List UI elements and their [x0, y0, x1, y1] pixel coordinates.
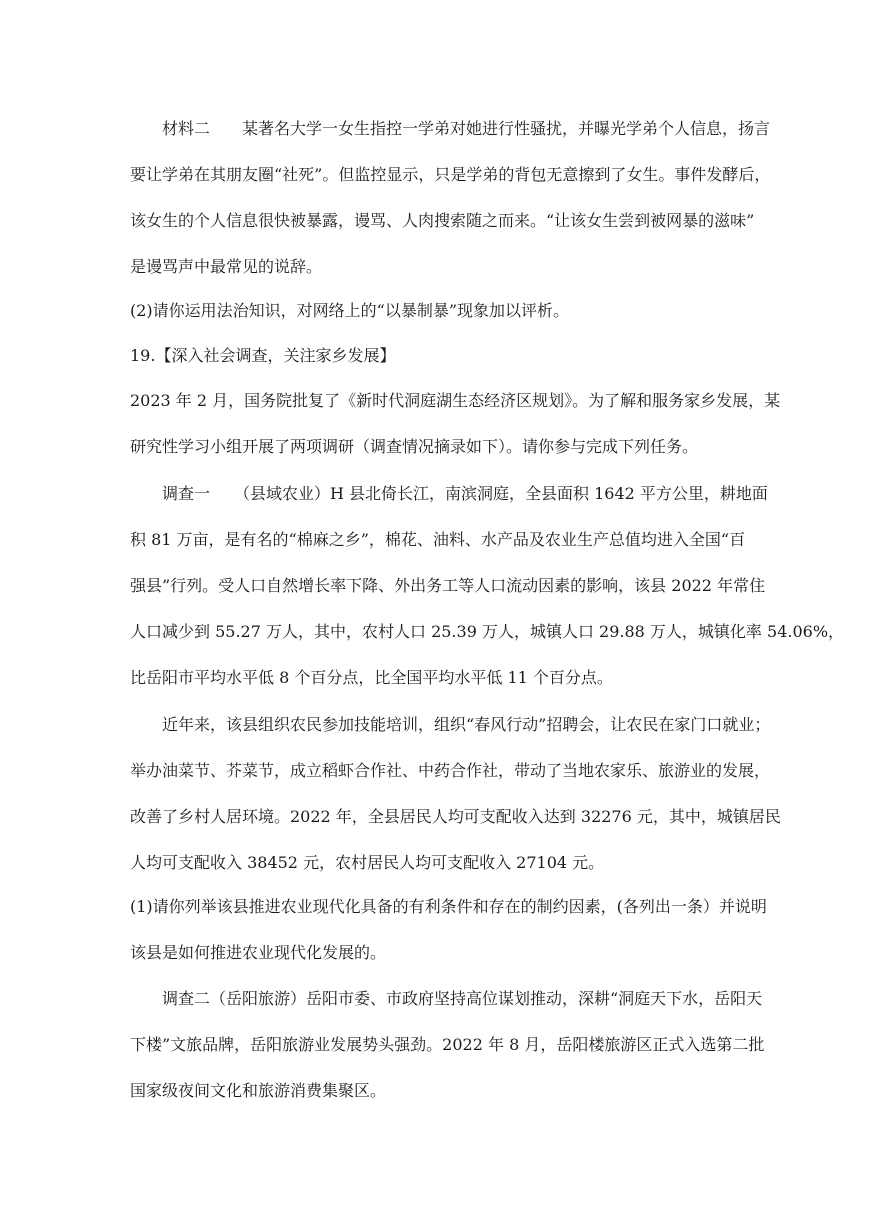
survey-one-para2-line-2: 举办油菜节、芥菜节，成立稻虾合作社、中药合作社，带动了当地农家乐、旅游业的发展，: [130, 761, 771, 780]
question-2-prompt: (2)请你运用法治知识，对网络上的“以暴制暴”现象加以评析。: [130, 301, 570, 320]
question-1-prompt-line-2: 该县是如何推进农业现代化发展的。: [130, 943, 387, 962]
intro-line-2: 研究性学习小组开展了两项调研（调查情况摘录如下）。请你参与完成下列任务。: [130, 437, 699, 456]
survey-one-para2-line-1: 近年来，该县组织农民参加技能培训，组织“春风行动”招聘会，让农民在家门口就业；: [162, 715, 771, 734]
material-two-line-3: 该女生的个人信息很快被暴露，谩骂、人肉搜索随之而来。“让该女生尝到被网暴的滋味”: [130, 211, 755, 230]
question-19-heading: 19.【深入社会调查，关注家乡发展】: [130, 346, 396, 365]
survey-one-line-1: 调查一 （县域农业）H 县北倚长江，南滨洞庭，全县面积 1642 平方公里，耕地面: [162, 484, 768, 503]
intro-line-1: 2023 年 2 月，国务院批复了《新时代洞庭湖生态经济区规划》。为了解和服务家乡发展，某: [130, 391, 781, 410]
survey-one-para2-line-4: 人均可支配收入 38452 元，农村居民人均可支配收入 27104 元。: [130, 853, 605, 872]
question-1-prompt-line-1: (1)请你列举该县推进农业现代化具备的有利条件和存在的制约因素，(各列出一条）并说明: [130, 897, 767, 916]
survey-one-line-2: 积 81 万亩，是有名的“棉麻之乡”，棉花、油料、水产品及农业生产总值均进入全国“百: [130, 530, 746, 549]
survey-two-line-1: 调查二（岳阳旅游）岳阳市委、市政府坚持高位谋划推动，深耕“洞庭天下水，岳阳天: [162, 989, 763, 1008]
material-two-line-4: 是谩骂声中最常见的说辞。: [130, 257, 323, 276]
material-two-line-2: 要让学弟在其朋友圈“社死”。但监控显示，只是学弟的背包无意擦到了女生。事件发酵后，: [130, 165, 771, 184]
survey-two-line-2: 下楼”文旅品牌，岳阳旅游业发展势头强劲。2022 年 8 月，岳阳楼旅游区正式入选第二批: [130, 1035, 765, 1054]
survey-one-para2-line-3: 改善了乡村人居环境。2022 年，全县居民人均可支配收入达到 32276 元，其中，城镇居民: [130, 807, 781, 826]
survey-one-line-4: 人口减少到 55.27 万人，其中，农村人口 25.39 万人，城镇人口 29.88 万人，城镇化率 54.06%，: [130, 622, 845, 641]
survey-one-line-3: 强县”行列。受人口自然增长率下降、外出务工等人口流动因素的影响，该县 2022 年常住: [130, 576, 766, 595]
material-two-line-1: 材料二 某著名大学一女生指控一学弟对她进行性骚扰，并曝光学弟个人信息，扬言: [162, 119, 771, 138]
survey-one-line-5: 比岳阳市平均水平低 8 个百分点，比全国平均水平低 11 个百分点。: [130, 668, 613, 687]
survey-two-line-3: 国家级夜间文化和旅游消费集聚区。: [130, 1081, 387, 1100]
